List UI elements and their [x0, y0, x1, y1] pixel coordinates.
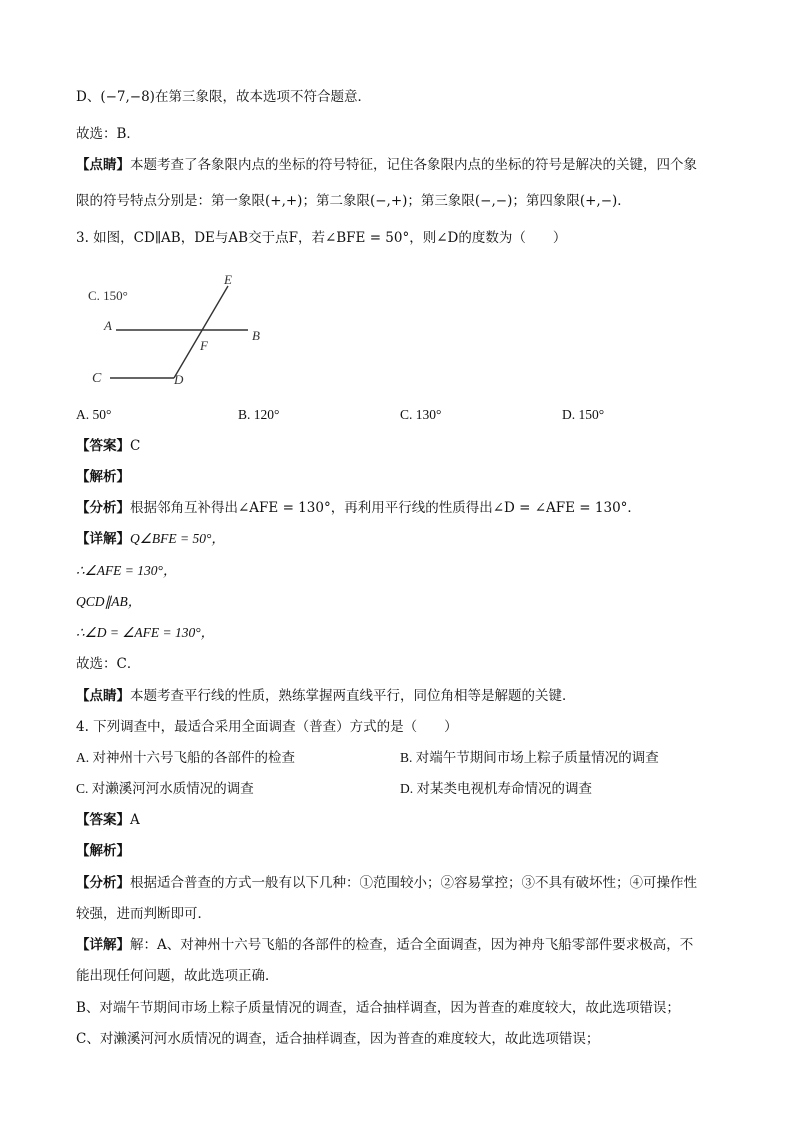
figure-inline-option: C. 150° [88, 288, 128, 303]
label-e: E [224, 272, 232, 287]
detail-line: ∴∠AFE = 130°， [76, 563, 177, 578]
label-f: F [200, 338, 208, 353]
section-tag: 【详解】 [76, 937, 130, 953]
option-b: B. 120° [238, 407, 280, 422]
option-a: A. 50° [76, 407, 112, 422]
section-tag: 【详解】 [76, 531, 130, 547]
detail-line: QCD∥AB， [76, 594, 142, 609]
section-text: 根据邻角互补得出∠AFE = 130°，再利用平行线的性质得出∠D = ∠AFE = 130°． [130, 500, 641, 516]
analysis-heading [76, 841, 734, 861]
analysis-heading [76, 467, 734, 487]
parallel-lines-diagram [82, 268, 272, 390]
label-a: A [104, 318, 112, 333]
option-c: C. 130° [400, 407, 442, 422]
label-d: D [174, 372, 184, 387]
geometry-figure [82, 268, 272, 390]
option-d: D. 对某类电视机寿命情况的调查 [400, 781, 592, 796]
section-tag: 【解析】 [76, 469, 130, 485]
detail-line: C、对濑溪河河水质情况的调查，适合抽样调查，因为普查的难度较大，故此选项错误； [76, 1031, 600, 1047]
label-c: C [92, 371, 102, 386]
detail-line [76, 935, 734, 955]
section-tag: 【分析】 [76, 500, 130, 516]
text-line [76, 155, 734, 175]
section-tag: 【解析】 [76, 843, 130, 859]
detail-line [76, 529, 734, 549]
detail-line: ∴∠D = ∠AFE = 130°， [76, 625, 215, 640]
option-d: D. 150° [562, 407, 605, 422]
detail-line: B、对端午节期间市场上粽子质量情况的调查，适合抽样调查，因为普查的难度较大，故此选项错误； [76, 1000, 680, 1016]
section-text: C [130, 438, 141, 454]
section-tag: 【点睛】 [76, 688, 130, 704]
option-a: A. 对神州十六号飞船的各部件的检查 [76, 750, 295, 765]
option-c: C. 对濑溪河河水质情况的调查 [76, 781, 254, 796]
option-b: B. 对端午节期间市场上粽子质量情况的调查 [400, 750, 659, 765]
analysis-line: 较强，进而判断即可． [76, 906, 211, 922]
answer-line [76, 436, 734, 456]
section-tag: 【答案】 [76, 812, 130, 828]
section-text: 本题考查了各象限内点的坐标的符号特征，记住各象限内点的坐标的符号是解决的关键，四个象 [130, 157, 697, 173]
analysis-line [76, 873, 734, 893]
section-text: 本题考查平行线的性质，熟练掌握两直线平行，同位角相等是解题的关键． [130, 688, 576, 704]
text-line: 故选：B． [76, 126, 140, 142]
label-b: B [252, 328, 260, 343]
line-de [174, 286, 228, 378]
section-text: 根据适合普查的方式一般有以下几种：①范围较小；②容易掌控；③不具有破坏性；④可操作性 [130, 875, 697, 891]
section-text: A [130, 812, 140, 828]
text-line: D、(−7,−8)在第三象限，故本选项不符合题意． [76, 89, 371, 105]
section-text: 解：A、对神州十六号飞船的各部件的检查，适合全面调查，因为神舟飞船零部件要求极高，不 [130, 937, 694, 953]
question-stem: 4. 下列调查中，最适合采用全面调查（普查）方式的是（ ） [76, 719, 458, 735]
section-text: Q∠BFE = 50°， [130, 531, 225, 546]
text-line: 限的符号特点分别是：第一象限(+,+)；第二象限(−,+)；第三象限(−,−)；第四象限(+,−)． [76, 193, 631, 209]
question-stem: 3. 如图，CD∥AB，DE与AB交于点F，若∠BFE = 50°，则∠D的度数为（ ） [76, 230, 567, 246]
analysis-line [76, 498, 734, 518]
answer-line [76, 810, 734, 830]
detail-line: 故选：C． [76, 656, 141, 672]
section-tag: 【分析】 [76, 875, 130, 891]
detail-line: 能出现任何问题，故此选项正确． [76, 968, 279, 984]
section-tag: 【点睛】 [76, 157, 130, 173]
section-tag: 【答案】 [76, 438, 130, 454]
remark-line [76, 686, 734, 706]
